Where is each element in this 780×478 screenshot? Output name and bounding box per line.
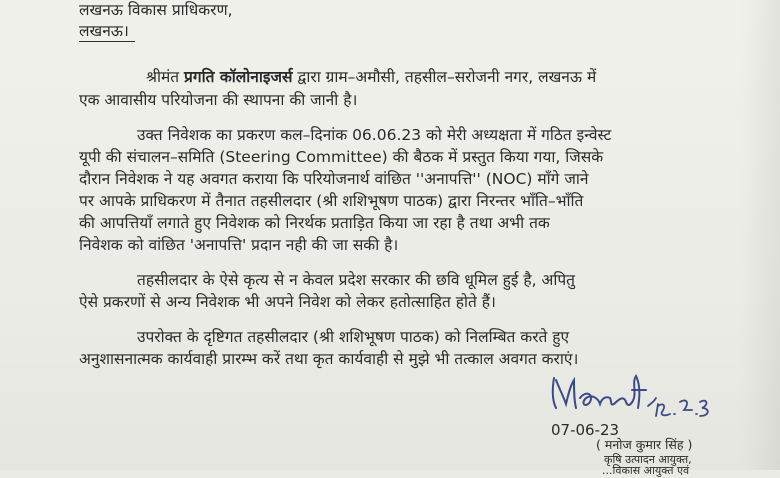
address-line-1: लखनऊ विकास प्राधिकरण, — [79, 1, 233, 19]
para1-line-1 — [146, 67, 596, 87]
para2-line-6: निवेशक को वांछित 'अनापत्ति' प्रदान नही की जा सकी है। — [79, 236, 399, 254]
para4-line-1: उपरोक्त के दृष्टिगत तहसीलदार (श्री शशिभूषण पाठक) को निलम्बित करते हुए — [137, 328, 570, 346]
signatory-name: ( मनोज कुमार सिंह ) — [596, 437, 693, 452]
para1-rest: द्वारा ग्राम–अमौसी, तहसील–सरोजनी नगर, लखनऊ में — [297, 68, 597, 86]
signatory-designation: कृषि उत्पादन आयुक्त, — [604, 453, 692, 466]
handwritten-signature — [540, 368, 720, 428]
para3-line-1: तहसीलदार के ऐसे कृत्य से न केवल प्रदेश सरकार की छवि धूमिल हुई है, अपितु — [137, 271, 575, 289]
address-underline — [79, 41, 135, 42]
para3-line-2: ऐसे प्रकरणों से अन्य निवेशक भी अपने निवेश को लेकर हतोत्साहित होते हैं। — [79, 293, 496, 311]
para2-line-3: दौरान निवेशक ने यह अवगत कराया कि परियोजनार्थ वांछित ''अनापत्ति'' (NOC) माँगे जाने — [79, 170, 589, 188]
para2-line-2: यूपी की संचालन–समिति (Steering Committee) की बैठक में प्रस्तुत किया गया, जिसके — [79, 148, 604, 166]
signatory-designation-2: ...विकास आयुक्त एवं — [602, 464, 690, 477]
address-line-2: लखनऊ। — [79, 22, 129, 40]
company-name: प्रगति कॉलोनाइजर्स — [184, 68, 293, 86]
para2-line-4: पर आपके प्राधिकरण में तैनात तहसीलदार (श्री शशिभूषण पाठक) द्वारा निरन्तर भाँति–भाँति — [79, 192, 584, 210]
para2-line-1: उक्त निवेशक का प्रकरण कल–दिनांक 06.06.23 को मेरी अध्यक्षता में गठित इन्वेस्ट — [137, 126, 612, 144]
para1-lead: श्रीमंत — [146, 68, 180, 86]
page-shadow — [740, 0, 780, 470]
para2-line-5: की आपत्तियाँ लगाते हुए निवेशक को निरर्थक प्रताड़ित किया जा रहा है तथा अभी तक — [79, 214, 550, 232]
para4-line-2: अनुशासनात्मक कार्यवाही प्रारम्भ करें तथा कृत कार्यवाही से मुझे भी तत्काल अवगत कराएं। — [79, 350, 579, 368]
para1-line-2: एक आवासीय परियोजना की स्थापना की जानी है। — [79, 91, 358, 109]
signature-date: 07-06-23 — [551, 421, 620, 439]
